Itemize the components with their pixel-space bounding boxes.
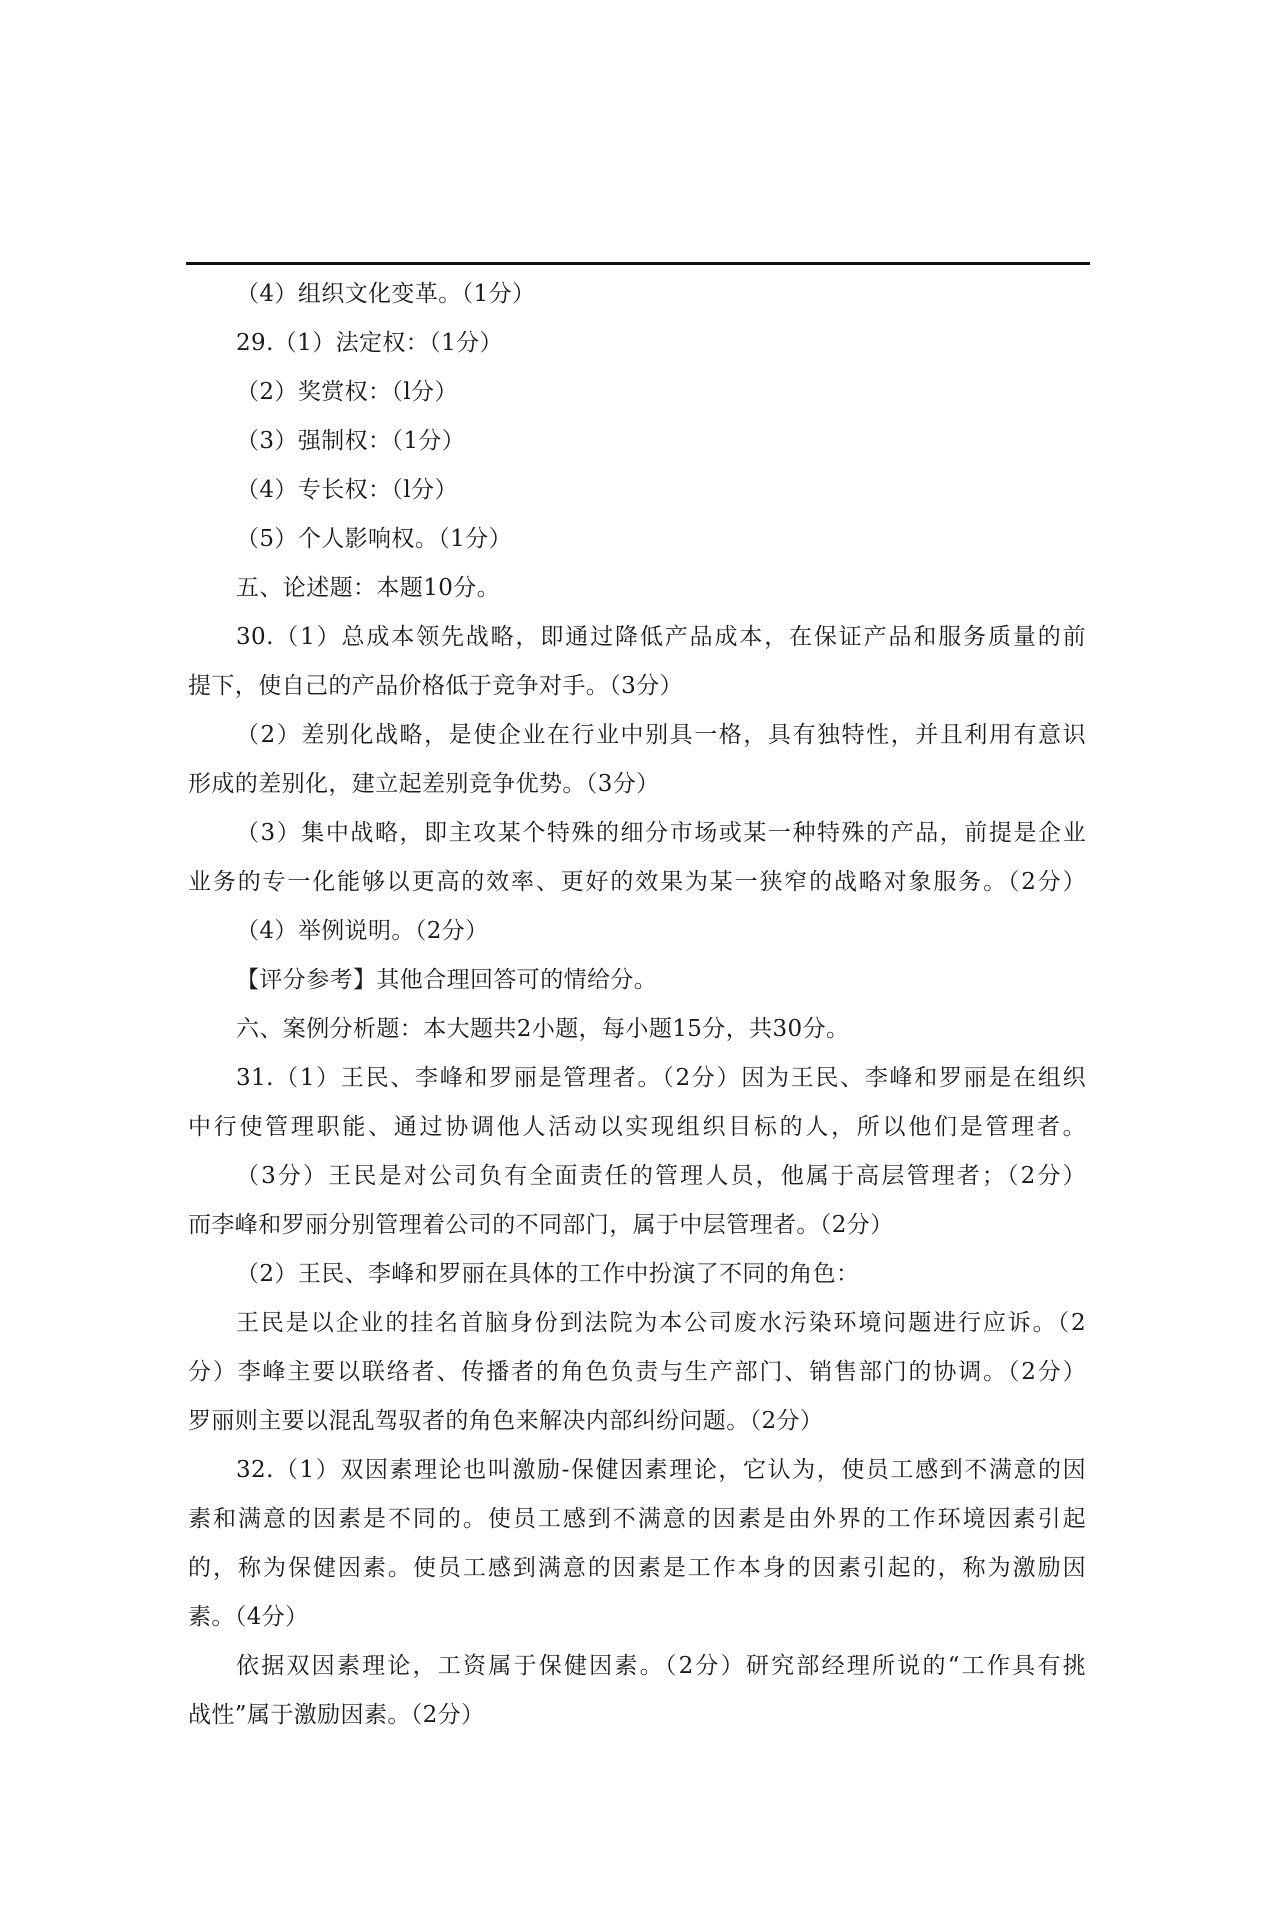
text-line: 素和满意的因素是不同的。使员工感到不满意的因素是由外界的工作环境因素引起 (188, 1506, 1086, 1532)
text-line: （4）专长权：（l分） (236, 477, 458, 503)
text-line: （2）王民、李峰和罗丽在具体的工作中扮演了不同的角色： (236, 1261, 860, 1287)
text-line: （3分）王民是对公司负有全面责任的管理人员，他属于高层管理者；（2分） (236, 1163, 1086, 1189)
text-line: 【评分参考】其他合理回答可的情给分。 (236, 967, 658, 993)
text-line: 形成的差别化，建立起差别竞争优势。（3分） (188, 771, 660, 797)
text-line: 29.（1）法定权：（1分） (236, 330, 503, 356)
text-line: 五、论述题：本题10分。 (236, 575, 501, 601)
text-line: （2）差别化战略，是使企业在行业中别具一格，具有独特性，并且利用有意识 (236, 722, 1086, 748)
text-line: 提下，使自己的产品价格低于竞争对手。（3分） (188, 673, 683, 699)
text-line: （4）组织文化变革。（1分） (236, 281, 536, 307)
text-line: 的，称为保健因素。使员工感到满意的因素是工作本身的因素引起的，称为激励因 (188, 1555, 1086, 1581)
text-line: 31.（1）王民、李峰和罗丽是管理者。（2分）因为王民、李峰和罗丽是在组织 (236, 1065, 1086, 1091)
text-line: 30.（1）总成本领先战略，即通过降低产品成本，在保证产品和服务质量的前 (236, 624, 1086, 650)
header-rule (186, 262, 1090, 265)
text-line: 中行使管理职能、通过协调他人活动以实现组织目标的人，所以他们是管理者。 (188, 1114, 1086, 1140)
text-line: （2）奖赏权：（l分） (236, 379, 458, 405)
text-line: （3）集中战略，即主攻某个特殊的细分市场或某一种特殊的产品，前提是企业 (236, 820, 1086, 846)
text-line: 业务的专一化能够以更高的效率、更好的效果为某一狭窄的战略对象服务。（2分） (188, 869, 1086, 895)
text-line: 素。（4分） (188, 1604, 309, 1630)
text-line: （5）个人影响权。（1分） (236, 526, 512, 552)
text-line: 32.（1）双因素理论也叫激励-保健因素理论，它认为，使员工感到不满意的因 (236, 1457, 1086, 1483)
text-line: 战性”属于激励因素。（2分） (188, 1702, 485, 1728)
text-line: 依据双因素理论，工资属于保健因素。（2分）研究部经理所说的“工作具有挑 (236, 1653, 1086, 1679)
text-line: 而李峰和罗丽分别管理着公司的不同部门，属于中层管理者。（2分） (188, 1212, 894, 1238)
text-line: 分）李峰主要以联络者、传播者的角色负责与生产部门、销售部门的协调。（2分） (188, 1359, 1086, 1385)
text-line: 罗丽则主要以混乱驾驭者的角色来解决内部纠纷问题。（2分） (188, 1408, 824, 1434)
text-line: 王民是以企业的挂名首脑身份到法院为本公司废水污染环境问题进行应诉。（2 (236, 1310, 1086, 1336)
text-line: （3）强制权：（1分） (236, 428, 466, 454)
text-line: （4）举例说明。（2分） (236, 918, 489, 944)
text-line: 六、案例分析题：本大题共2小题，每小题15分，共30分。 (236, 1016, 850, 1042)
answer-key-content (188, 270, 1086, 1740)
